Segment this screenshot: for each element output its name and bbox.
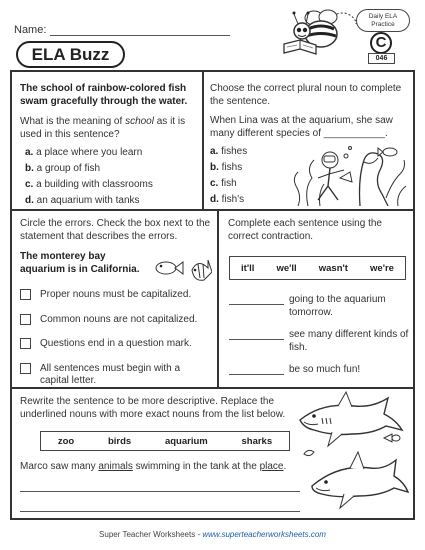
q2-option-c[interactable]: c. fish xyxy=(210,178,237,189)
divider-vertical-top xyxy=(202,70,204,210)
q4-word-1: it'll xyxy=(241,262,255,274)
q5-word-bank xyxy=(40,431,290,451)
q3-choice-3-text: Questions end in a question mark. xyxy=(40,338,192,349)
q2-option-b[interactable]: b. fishs xyxy=(210,162,243,173)
q3-checkbox-3[interactable] xyxy=(20,338,31,349)
q1-option-b[interactable]: b. a group of fish xyxy=(25,163,101,174)
sharks-illustration xyxy=(292,390,412,518)
badge-number: 046 xyxy=(368,53,395,64)
diver-coral-illustration xyxy=(268,138,410,208)
q3-choices xyxy=(20,289,215,388)
q5-instruction: Rewrite the sentence to be more descriptive. Replace the underlined nouns with more exact nouns from the list below. xyxy=(20,396,286,420)
daily-practice-badge xyxy=(356,9,410,32)
q4-sentence-3 xyxy=(229,364,411,377)
q4-word-bank xyxy=(229,256,406,280)
q5-word-4: sharks xyxy=(241,435,273,447)
q3-instruction: Circle the errors. Check the box next to the statement that describes the errors. xyxy=(20,218,211,242)
q4-instruction: Complete each sentence using the correct contraction. xyxy=(228,218,382,242)
name-line[interactable] xyxy=(50,25,230,36)
footer xyxy=(0,530,425,539)
badge-line-2: Practice xyxy=(371,21,395,28)
q5-word-2: birds xyxy=(107,435,132,447)
q1-options xyxy=(20,146,198,207)
q4-sentence-2 xyxy=(229,329,411,354)
q4-word-4: we're xyxy=(370,262,394,274)
q4-blank-1[interactable] xyxy=(229,294,284,305)
q4-sentence-3-text: be so much fun! xyxy=(289,364,361,375)
name-label: Name: xyxy=(14,24,47,36)
footer-link[interactable]: www.superteacherworksheets.com xyxy=(202,530,326,539)
q2-option-a[interactable]: a. fishes xyxy=(210,146,248,157)
q1-option-a[interactable]: a. a place where you learn xyxy=(25,147,143,158)
badge-line-1: Daily ELA xyxy=(368,13,398,20)
q5-answer-line-2[interactable] xyxy=(20,500,300,512)
q4-sentence-1-text: going to the aquarium tomorrow. xyxy=(289,294,386,318)
q3-checkbox-1[interactable] xyxy=(20,289,31,300)
question-4 xyxy=(228,218,408,243)
footer-text: Super Teacher Worksheets - xyxy=(99,530,203,539)
question-1 xyxy=(20,83,198,207)
q4-sentence-2-text: see many different kinds of fish. xyxy=(289,329,409,353)
q3-choice-1 xyxy=(20,289,215,302)
q3-choice-3 xyxy=(20,338,215,351)
q3-sentence: The monterey bay aquarium is in California. xyxy=(20,251,140,275)
question-5 xyxy=(20,396,310,421)
q2-option-d[interactable]: d. fish's xyxy=(210,194,245,205)
divider-vertical-middle xyxy=(217,209,219,388)
q5-answer-line-1[interactable] xyxy=(20,480,300,492)
q5-word-3: aquarium xyxy=(164,435,208,447)
q3-choice-2-text: Common nouns are not capitalized. xyxy=(40,313,198,325)
q3-choice-4-text: All sentences must begin with a capital letter. xyxy=(40,362,181,386)
q4-sentences xyxy=(229,294,411,377)
q2-instruction: Choose the correct plural noun to complete the sentence. xyxy=(210,83,402,107)
q1-option-d[interactable]: d. an aquarium with tanks xyxy=(25,195,140,206)
q4-blank-2[interactable] xyxy=(229,329,284,340)
divider-horizontal-1 xyxy=(10,209,415,211)
q1-question: What is the meaning of school as it is used in this sentence? xyxy=(20,116,186,140)
q5-word-1: zoo xyxy=(57,435,75,447)
q1-sentence: The school of rainbow-colored fish swam gracefully through the water. xyxy=(20,83,188,107)
q4-blank-3[interactable] xyxy=(229,364,284,375)
q4-word-3: wasn't xyxy=(318,262,348,274)
badge-letter: C xyxy=(370,32,392,54)
q3-choice-4 xyxy=(20,363,215,388)
q1-option-c[interactable]: c. a building with classrooms xyxy=(25,179,153,190)
name-field[interactable] xyxy=(14,24,230,36)
q5-sentence: Marco saw many animals swimming in the tank at the place. xyxy=(20,461,287,472)
q3-choice-1-text: Proper nouns must be capitalized. xyxy=(40,289,192,300)
q3-checkbox-2[interactable] xyxy=(20,314,31,325)
q4-sentence-1 xyxy=(229,294,411,319)
q3-checkbox-4[interactable] xyxy=(20,363,31,374)
q4-word-2: we'll xyxy=(276,262,297,274)
q3-choice-2 xyxy=(20,314,215,327)
fish-pair-icon xyxy=(150,254,212,284)
page-title: ELA Buzz xyxy=(16,41,125,68)
q2-prompt: When Lina was at the aquarium, she saw many different species of ___________. xyxy=(210,115,393,139)
